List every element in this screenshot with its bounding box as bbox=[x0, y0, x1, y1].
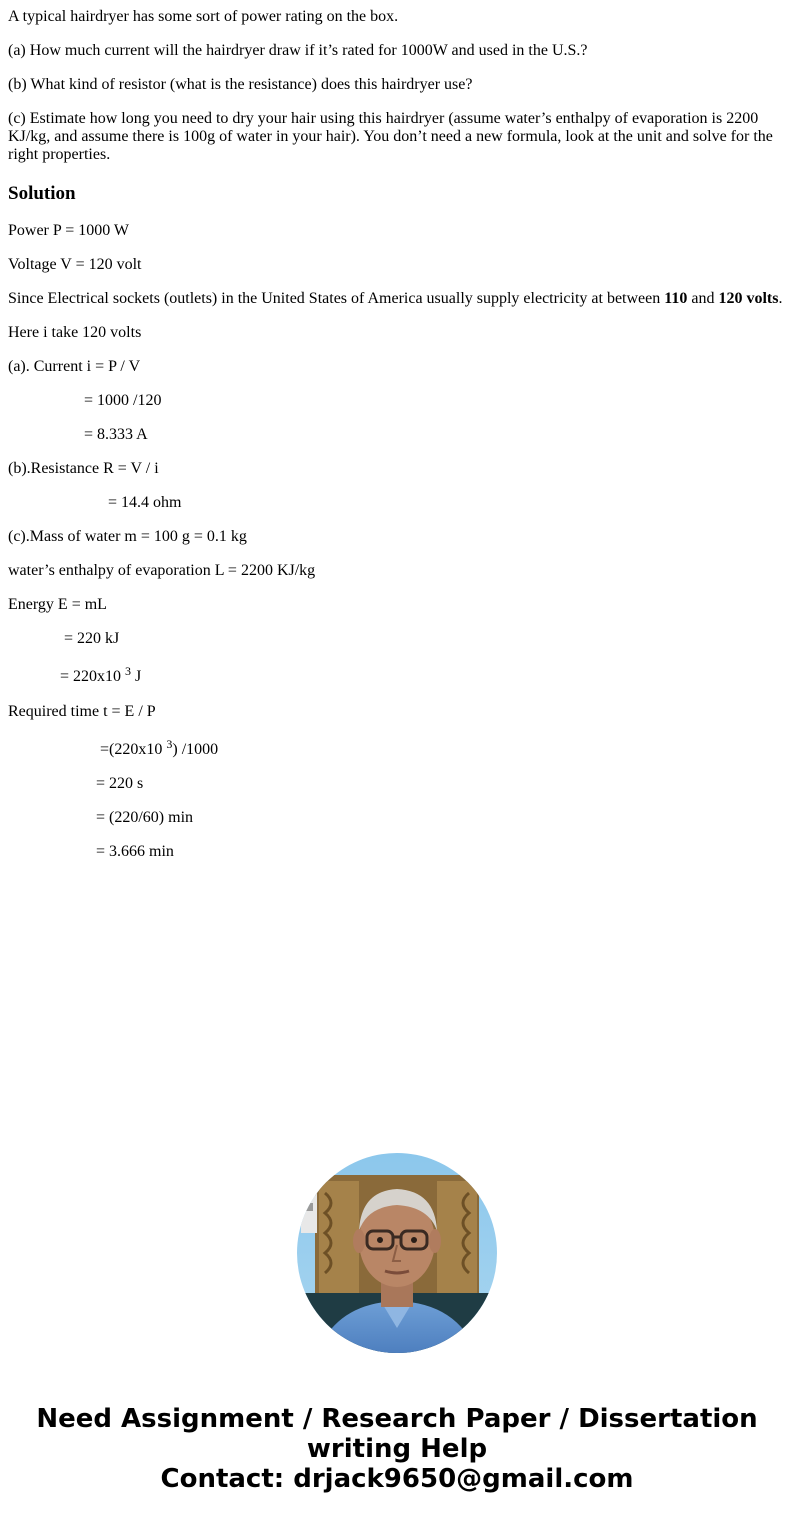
sockets-value-120: 120 volts bbox=[718, 290, 779, 307]
sockets-and: and bbox=[687, 290, 719, 307]
solution-sockets-note bbox=[8, 290, 786, 308]
question-intro: A typical hairdryer has some sort of power rating on the box. bbox=[8, 8, 399, 25]
sockets-value-110: 110 bbox=[664, 290, 688, 307]
solution-c-line8: = 220 s bbox=[96, 775, 144, 792]
solution-a-line3: = 8.333 A bbox=[84, 426, 148, 443]
sockets-period: . bbox=[778, 290, 783, 307]
solution-voltage: Voltage V = 120 volt bbox=[8, 256, 142, 273]
c-line7-exponent: 3 bbox=[166, 737, 173, 751]
promo-banner bbox=[0, 1404, 794, 1494]
sockets-text: Since Electrical sockets (outlets) in the United States of America usually supply electricity at between bbox=[8, 290, 665, 307]
solution-c-line1: (c).Mass of water m = 100 g = 0.1 kg bbox=[8, 528, 247, 545]
author-avatar bbox=[297, 1153, 497, 1353]
solution-power: Power P = 1000 W bbox=[8, 222, 130, 239]
c-line5-base: = 220x10 bbox=[60, 668, 126, 685]
solution-c-line6: Required time t = E / P bbox=[8, 703, 156, 720]
solution-a-line1: (a). Current i = P / V bbox=[8, 358, 141, 375]
solution-c-line9: = (220/60) min bbox=[96, 809, 194, 826]
solution-c-line5 bbox=[60, 664, 794, 686]
question-part-c: (c) Estimate how long you need to dry your hair using this hairdryer (assume water’s enthalpy of evaporation is 2200 KJ/kg, and assume there is 100g of water in your hair). You don’t need a new formula, look at the unit and solve for the right properties. bbox=[8, 110, 773, 163]
c-line5-unit: J bbox=[131, 668, 142, 685]
solution-b-line2: = 14.4 ohm bbox=[108, 494, 182, 511]
solution-heading: Solution bbox=[8, 183, 76, 204]
solution-c-line2: water’s enthalpy of evaporation L = 2200 KJ/kg bbox=[8, 562, 316, 579]
solution-a-line2: = 1000 /120 bbox=[84, 392, 162, 409]
c-line5-exponent: 3 bbox=[125, 664, 132, 678]
solution-c-line4: = 220 kJ bbox=[64, 630, 120, 647]
solution-c-line10: = 3.666 min bbox=[96, 843, 174, 860]
c-line7-rest: ) /1000 bbox=[172, 741, 219, 758]
question-part-a: (a) How much current will the hairdryer draw if it’s rated for 1000W and used in the U.S.? bbox=[8, 42, 588, 59]
author-portrait-image bbox=[297, 1153, 497, 1353]
solution-c-line3: Energy E = mL bbox=[8, 596, 107, 613]
promo-line-2: writing Help bbox=[306, 1434, 488, 1464]
promo-line-1: Need Assignment / Research Paper / Dissertation bbox=[36, 1404, 758, 1434]
c-line7-base: =(220x10 bbox=[100, 741, 167, 758]
question-part-b: (b) What kind of resistor (what is the resistance) does this hairdryer use? bbox=[8, 76, 473, 93]
solution-c-line7 bbox=[100, 737, 794, 759]
solution-b-line1: (b).Resistance R = V / i bbox=[8, 460, 159, 477]
solution-take: Here i take 120 volts bbox=[8, 324, 142, 341]
promo-contact: Contact: drjack9650@gmail.com bbox=[160, 1464, 634, 1494]
